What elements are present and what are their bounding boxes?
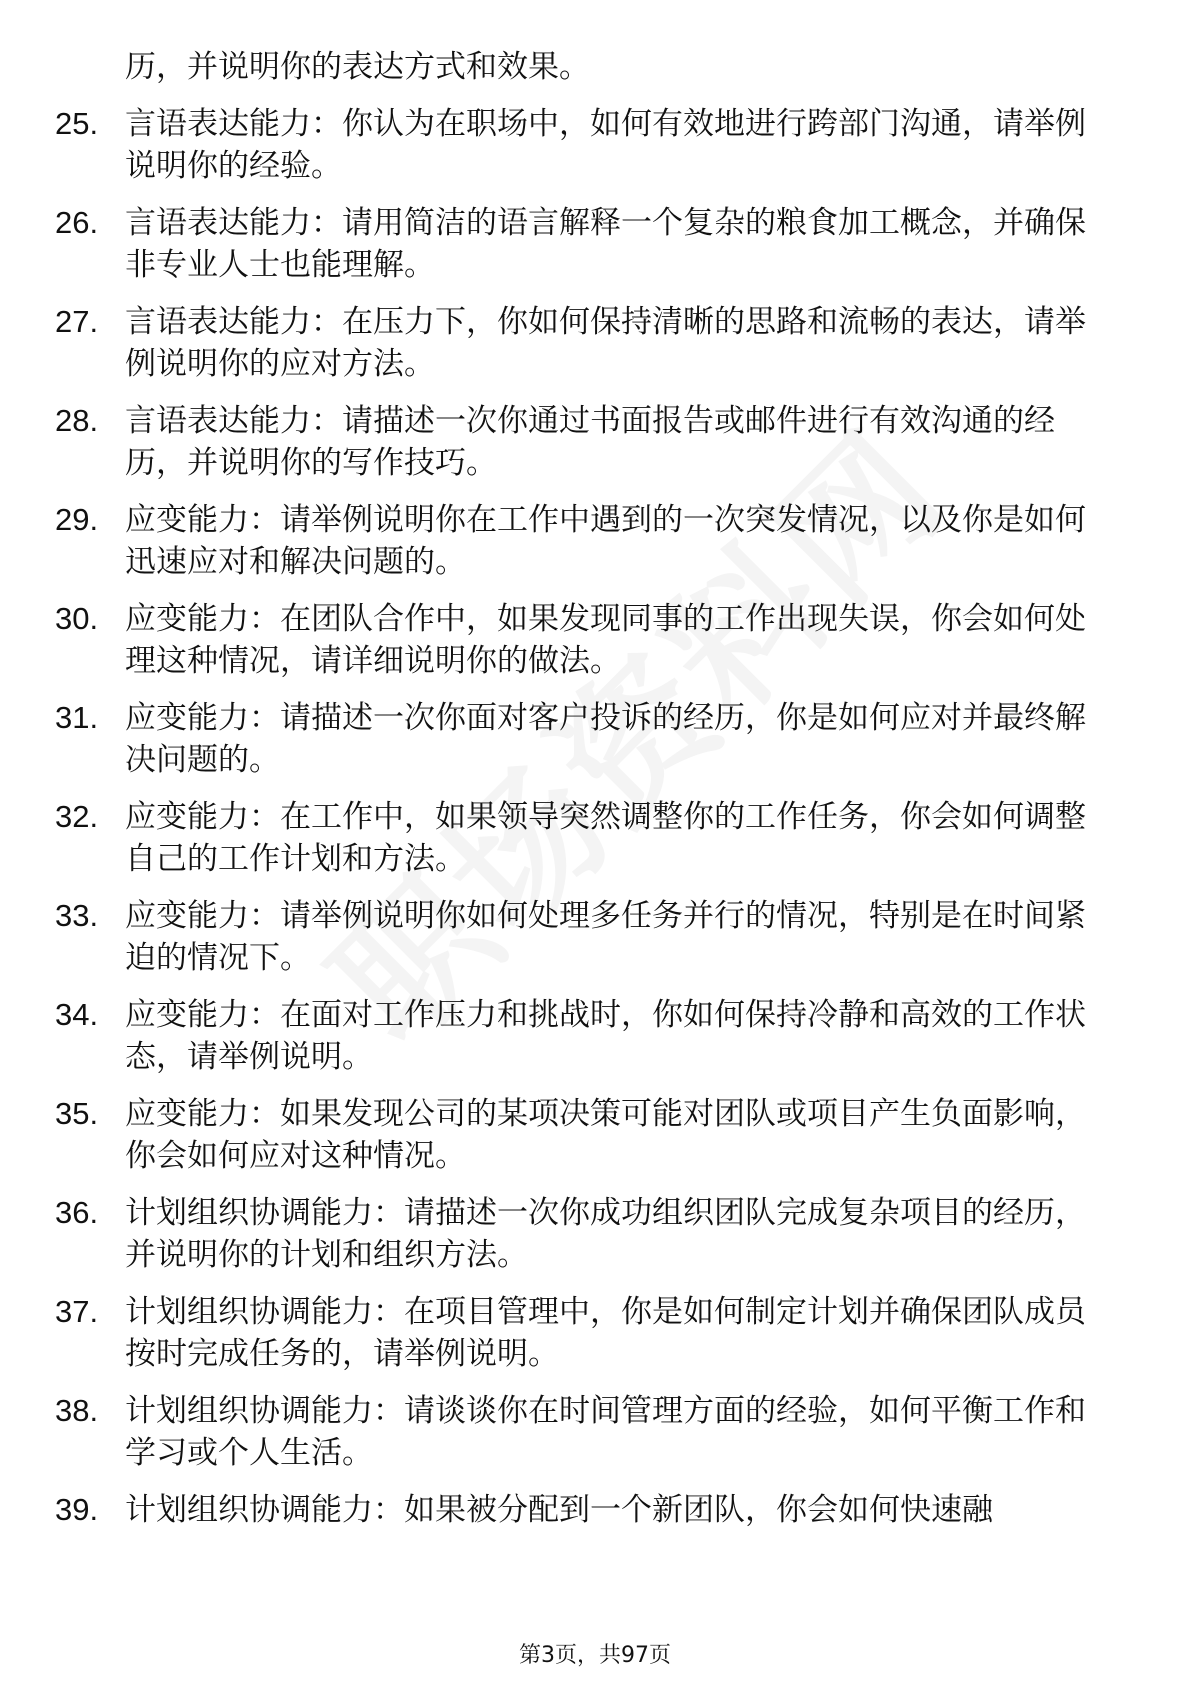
question-number: 29. — [55, 502, 99, 537]
question-number: 31. — [55, 700, 99, 735]
question-text: 应变能力：请描述一次你面对客户投诉的经历，你是如何应对并最终解决问题的。 — [125, 700, 1086, 778]
question-text: 应变能力：请举例说明你如何处理多任务并行的情况，特别是在时间紧迫的情况下。 — [125, 898, 1086, 976]
question-text: 应变能力：如果发现公司的某项决策可能对团队或项目产生负面影响，你会如何应对这种情况。 — [125, 1096, 1086, 1174]
question-item — [55, 1489, 1115, 1531]
continued-text: 历，并说明你的表达方式和效果。 — [125, 49, 590, 85]
question-item — [55, 499, 1115, 583]
question-number: 35. — [55, 1096, 99, 1131]
question-text: 计划组织协调能力：如果被分配到一个新团队，你会如何快速融 — [125, 1492, 993, 1528]
question-item — [55, 1093, 1115, 1177]
question-number: 38. — [55, 1393, 99, 1428]
question-number: 27. — [55, 304, 99, 339]
question-text: 言语表达能力：请用简洁的语言解释一个复杂的粮食加工概念，并确保非专业人士也能理解。 — [125, 205, 1086, 283]
question-item — [55, 1192, 1115, 1276]
question-item — [55, 697, 1115, 781]
question-text: 应变能力：在团队合作中，如果发现同事的工作出现失误，你会如何处理这种情况，请详细说明你的做法。 — [125, 601, 1086, 679]
question-number: 39. — [55, 1492, 99, 1527]
question-text: 计划组织协调能力：在项目管理中，你是如何制定计划并确保团队成员按时完成任务的，请举例说明。 — [125, 1294, 1086, 1372]
question-list-container — [55, 46, 1115, 1531]
question-number: 26. — [55, 205, 99, 240]
question-item — [55, 895, 1115, 979]
question-text: 言语表达能力：你认为在职场中，如何有效地进行跨部门沟通，请举例说明你的经验。 — [125, 106, 1086, 184]
question-text: 言语表达能力：请描述一次你通过书面报告或邮件进行有效沟通的经历，并说明你的写作技巧。 — [125, 403, 1055, 481]
question-item — [55, 994, 1115, 1078]
page-number: 第3页，共97页 — [519, 1643, 671, 1668]
question-number: 34. — [55, 997, 99, 1032]
question-number: 32. — [55, 799, 99, 834]
question-number: 33. — [55, 898, 99, 933]
question-item — [55, 598, 1115, 682]
question-number: 37. — [55, 1294, 99, 1329]
question-item — [55, 202, 1115, 286]
question-number: 25. — [55, 106, 99, 141]
question-text: 计划组织协调能力：请谈谈你在时间管理方面的经验，如何平衡工作和学习或个人生活。 — [125, 1393, 1086, 1471]
question-item — [55, 400, 1115, 484]
question-item — [55, 1390, 1115, 1474]
question-item — [55, 103, 1115, 187]
question-text: 计划组织协调能力：请描述一次你成功组织团队完成复杂项目的经历，并说明你的计划和组织方法。 — [125, 1195, 1086, 1273]
question-text: 言语表达能力：在压力下，你如何保持清晰的思路和流畅的表达，请举例说明你的应对方法。 — [125, 304, 1086, 382]
question-number: 36. — [55, 1195, 99, 1230]
question-list — [55, 103, 1115, 1531]
question-item — [55, 796, 1115, 880]
question-number: 30. — [55, 601, 99, 636]
question-item — [55, 301, 1115, 385]
question-item — [55, 1291, 1115, 1375]
question-text: 应变能力：请举例说明你在工作中遇到的一次突发情况，以及你是如何迅速应对和解决问题的。 — [125, 502, 1086, 580]
question-text: 应变能力：在工作中，如果领导突然调整你的工作任务，你会如何调整自己的工作计划和方法。 — [125, 799, 1086, 877]
question-number: 28. — [55, 403, 99, 438]
question-text: 应变能力：在面对工作压力和挑战时，你如何保持冷静和高效的工作状态，请举例说明。 — [125, 997, 1086, 1075]
